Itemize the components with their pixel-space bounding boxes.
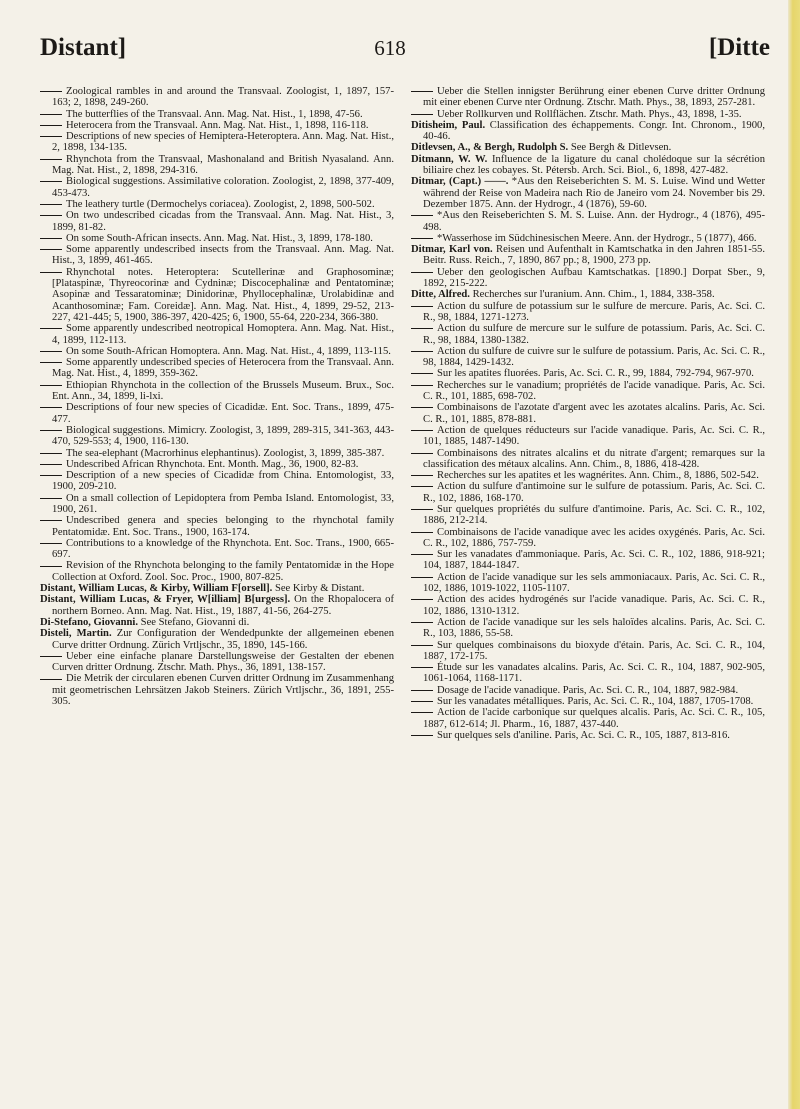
bibliography-entry [40, 538, 394, 561]
entry-text: Description of a new species of Cicadidæ from China. Entomologist, 33, 1900, 209-210. [52, 470, 394, 493]
header-right-name: [Ditte [708, 34, 770, 61]
bibliography-entry [411, 86, 765, 109]
bibliography-entry [40, 120, 394, 131]
bibliography-entry [411, 640, 765, 663]
bibliography-entry [411, 301, 765, 324]
entry-text: Ueber den geologischen Aufbau Kamtschatkas. [1890.] Dorpat Sber., 9, 1892, 215-222. [423, 266, 765, 290]
left-column [40, 86, 394, 707]
bibliography-entry [411, 120, 765, 143]
entry-text: Action du sulfure de potassium sur le sulfure de mercure. Paris, Ac. Sci. C. R., 98, 1884, 1271-1273. [423, 300, 765, 323]
ditto-dash [411, 238, 433, 239]
ditto-dash [411, 475, 433, 476]
bibliography-entry [411, 346, 765, 369]
entry-text: Sur les apatites fluorées. Paris, Ac. Sci. C. R., 99, 1884, 792-794, 967-970. [437, 368, 754, 380]
ditto-dash [411, 599, 433, 600]
bibliography-entry [40, 154, 394, 177]
bibliography-entry [40, 346, 394, 357]
ditto-dash [40, 453, 62, 454]
bibliography-entry [411, 323, 765, 346]
right-column [411, 86, 765, 741]
entry-text: Combinaisons de l'acide vanadique avec les acides oxygénés. Paris, Ac. Sci. C. R., 102, 1886, 757-759. [423, 526, 765, 549]
entry-text: Recherches sur les apatites et les wagnérites. Ann. Chim., 8, 1886, 502-542. [437, 470, 759, 482]
bibliography-entry [411, 289, 765, 300]
entry-text: The sea-elephant (Macrorhinus elephantinus). Zoologist, 3, 1899, 385-387. [66, 447, 385, 459]
entry-text: *Aus den Reiseberichten S. M. S. Luise. Wind und Wetter während der Reise von Madeira nach Rio de Janeiro vom 24. November bis 29. Dezember 1875. Ann. der Hydrogr., 4 (1876), 59-60. [423, 176, 766, 210]
bibliography-entry [40, 651, 394, 674]
bibliography-entry [411, 572, 765, 595]
entry-text: The leathery turtle (Dermochelys coriacea). Zoologist, 2, 1898, 500-502. [66, 198, 375, 210]
author-name: Distant, William Lucas, & Fryer, W[illiam] B[urgess]. [40, 594, 291, 606]
entry-text: The butterflies of the Transvaal. Ann. Mag. Nat. Hist., 1, 1898, 47-56. [66, 108, 363, 120]
bibliography-entry [40, 628, 394, 651]
bibliography-entry [411, 154, 765, 177]
bibliography-entry [411, 549, 765, 572]
entry-text: Sur les vanadates métalliques. Paris, Ac. Sci. C. R., 104, 1887, 1705-1708. [437, 696, 754, 708]
ditto-dash [411, 91, 433, 92]
ditto-dash [40, 351, 62, 352]
ditto-dash [411, 272, 433, 273]
entry-text: Action de l'acide vanadique sur les sels haloïdes alcalins. Paris, Ac. Sci. C. R., 103, 1886, 55-58. [423, 616, 765, 640]
bibliography-entry [40, 493, 394, 516]
ditto-dash [40, 136, 62, 137]
entry-text: Dosage de l'acide vanadique. Paris, Ac. Sci. C. R., 104, 1887, 982-984. [437, 684, 739, 696]
entry-text: Sur quelques combinaisons du bioxyde d'étain. Paris, Ac. Sci. C. R., 104, 1887, 172-175. [423, 639, 765, 662]
entry-text: Descriptions of new species of Hemiptera-Heteroptera. Ann. Mag. Nat. Hist., 2, 1898, 134-135. [52, 131, 394, 154]
bibliography-entry [40, 673, 394, 707]
entry-text: Action du sulfure de cuivre sur le sulfure de potassium. Paris, Ac. Sci. C. R., 98, 1884, 1429-1432. [423, 345, 765, 369]
entry-text: Ueber eine einfache planare Darstellungsweise der Gestalten der ebenen Curven dritter Ordnung. Ztschr. Math. Phys., 36, 1891, 138-157. [52, 650, 394, 674]
entry-text: See Kirby & Distant. [274, 583, 365, 595]
author-name: Ditmar, Karl von. [411, 244, 493, 256]
bibliography-entry [411, 402, 765, 425]
entry-text: Classification des échappements. Congr. Int. Chronom., 1900, 40-46. [423, 119, 765, 143]
bibliography-entry [40, 109, 394, 120]
ditto-dash [40, 272, 62, 273]
bibliography-entry [411, 109, 765, 120]
ditto-dash [40, 679, 62, 680]
ditto-dash [411, 554, 433, 555]
ditto-dash [40, 656, 62, 657]
bibliography-entry [411, 448, 765, 471]
ditto-dash [40, 125, 62, 126]
ditto-dash [411, 667, 433, 668]
entry-text: Combinaisons de l'azotate d'argent avec les azotates alcalins. Paris, Ac. Sci. C. R., 101, 1885, 878-881. [423, 402, 765, 425]
bibliography-entry [40, 425, 394, 448]
entry-text: Sur les vanadates d'ammoniaque. Paris, Ac. Sci. C. R., 102, 1886, 918-921; 104, 1887, 1844-1847. [423, 549, 765, 572]
author-name: Ditlevsen, A., & Bergh, Rudolph S. [411, 142, 569, 154]
bibliography-entry [411, 617, 765, 640]
entry-text: Ueber die Stellen innigster Berührung einer ebenen Curve dritter Ordnung mit einer ebenen Curve nter Ordnung. Ztschr. Math. Phys., 38, 1893, 257-281. [423, 86, 765, 109]
bibliography-entry [411, 594, 765, 617]
bibliography-entry [40, 244, 394, 267]
bibliography-entry [411, 267, 765, 290]
ditto-dash [40, 91, 62, 92]
entry-text: Action du sulfure d'antimoine sur le sulfure de potassium. Paris, Ac. Sci. C. R., 102, 1886, 168-170. [423, 481, 765, 504]
entry-text: Sur quelques sels d'aniline. Paris, Ac. Sci. C. R., 105, 1887, 813-816. [437, 729, 730, 741]
bibliography-entry [40, 199, 394, 210]
entry-text: Some apparently undescribed neotropical Homoptera. Ann. Mag. Nat. Hist., 4, 1899, 112-113. [52, 323, 394, 346]
bibliography-entry [40, 594, 394, 617]
ditto-dash [411, 701, 433, 702]
bibliography-entry [40, 233, 394, 244]
bibliography-entry [411, 425, 765, 448]
bibliography-entry [40, 86, 394, 109]
entry-text: Action de l'acide vanadique sur les sels ammoniacaux. Paris, Ac. Sci. C. R., 102, 1886, 1019-1022, 1105-1107. [423, 571, 765, 595]
author-name: Ditmann, W. W. [411, 153, 488, 165]
ditto-dash [411, 509, 433, 510]
ditto-dash [40, 181, 62, 182]
entry-text: Die Metrik der circularen ebenen Curven dritter Ordnung im Zusammenhang mit geometrischen Lehrsätzen Jakob Steiners. Zürich Vrtljschr., 36, 1891, 255-305. [52, 673, 394, 708]
ditto-dash [40, 238, 62, 239]
entry-text: See Stefano, Giovanni di. [140, 616, 250, 628]
entry-text: Zoological rambles in and around the Transvaal. Zoologist, 1, 1897, 157-163; 2, 1898, 249-260. [52, 86, 394, 109]
entry-text: Undescribed African Rhynchota. Ent. Month. Mag., 36, 1900, 82-83. [66, 458, 359, 470]
author-name: Distant, William Lucas, & Kirby, William F[orsell]. [40, 583, 273, 595]
entry-text: Undescribed genera and species belonging to the rhynchotal family Pentatomidæ. Ent. Soc. Trans., 1900, 163-174. [52, 515, 394, 538]
ditto-dash [40, 430, 62, 431]
entry-text: Heterocera from the Transvaal. Ann. Mag. Nat. Hist., 1, 1898, 116-118. [66, 119, 369, 131]
entry-text: Some apparently undescribed insects from the Transvaal. Ann. Mag. Nat. Hist., 3, 1899, 461-465. [52, 244, 394, 267]
ditto-dash [411, 577, 433, 578]
ditto-dash [40, 475, 62, 476]
bibliography-entry [40, 470, 394, 493]
entry-text: Action de l'acide carbonique sur quelques alcalis. Paris, Ac. Sci. C. R., 105, 1887, 612-614; Jl. Pharm., 16, 1887, 437-440. [423, 707, 765, 730]
bibliography-entry [411, 142, 765, 153]
bibliography-entry [411, 696, 765, 707]
entry-text: Action du sulfure de mercure sur le sulfure de potassium. Paris, Ac. Sci. C. R., 98, 1884, 1380-1382. [423, 323, 765, 346]
bibliography-entry [411, 368, 765, 379]
entry-text: Action de quelques réducteurs sur l'acide vanadique. Paris, Ac. Sci. C. R., 101, 1885, 1487-1490. [423, 424, 765, 448]
ditto-dash [40, 249, 62, 250]
bibliography-entry [40, 459, 394, 470]
ditto-dash [411, 351, 433, 352]
bibliography-entry [40, 515, 394, 538]
ditto-dash [40, 328, 62, 329]
entry-text: Action des acides hydrogénés sur l'acide vanadique. Paris, Ac. Sci. C. R., 102, 1886, 1310-1312. [423, 594, 765, 617]
ditto-dash [411, 486, 433, 487]
ditto-dash [40, 159, 62, 160]
entry-text: *Aus den Reiseberichten S. M. S. Luise. Ann. der Hydrogr., 4 (1876), 495-498. [423, 210, 765, 233]
ditto-dash [40, 566, 62, 567]
ditto-dash [40, 520, 62, 521]
entry-text: Recherches sur le vanadium; propriétés de l'acide vanadique. Paris, Ac. Sci. C. R., 101, 1885, 698-702. [423, 379, 765, 403]
ditto-dash [40, 385, 62, 386]
bibliography-entry [40, 380, 394, 403]
bibliography-entry [411, 481, 765, 504]
entry-text: Some apparently undescribed species of Heterocera from the Transvaal. Ann. Mag. Nat. Hist., 4, 1899, 359-362. [52, 357, 394, 380]
ditto-dash [411, 407, 433, 408]
page-header [40, 34, 770, 70]
bibliography-entry [411, 662, 765, 685]
bibliography-entry [411, 380, 765, 403]
entry-text: Descriptions of four new species of Cicadidæ. Ent. Soc. Trans., 1899, 475-477. [52, 402, 394, 425]
entry-text: On some South-African insects. Ann. Mag. Nat. Hist., 3, 1899, 178-180. [66, 232, 373, 244]
ditto-dash [411, 430, 433, 431]
bibliography-entry [40, 267, 394, 323]
entry-text: Revision of the Rhynchota belonging to the family Pentatomidæ in the Hope Collection at Oxford. Zool. Soc. Proc., 1900, 807-825. [52, 560, 394, 583]
bibliography-entry [40, 560, 394, 583]
entry-text: On two undescribed cicadas from the Transvaal. Ann. Mag. Nat. Hist., 3, 1899, 81-82. [52, 210, 394, 233]
bibliography-entry [40, 131, 394, 154]
ditto-dash [411, 453, 433, 454]
entry-text: Ueber Rollkurven und Rollflächen. Ztschr. Math. Phys., 43, 1898, 1-35. [437, 108, 742, 120]
entry-text: Reisen und Aufenthalt in Kamtschatka in den Jahren 1851-55. Beitr. Russ. Reich., 7, 1890, 867 pp.; 8, 1900, 273 pp. [423, 244, 765, 267]
bibliography-entry [40, 583, 394, 594]
entry-text: Rhynchota from the Transvaal, Mashonaland and British Nyasaland. Ann. Mag. Nat. Hist., 2, 1898, 294-316. [52, 153, 394, 177]
author-name: Ditte, Alfred. [411, 289, 470, 301]
ditto-dash [411, 690, 433, 691]
entry-text: Biological suggestions. Assimilative coloration. Zoologist, 2, 1898, 377-409, 453-473. [52, 176, 394, 199]
ditto-dash [40, 407, 62, 408]
author-name: Ditmar, (Capt.) ——. [411, 176, 509, 188]
entry-text: Influence de la ligature du canal cholédoque sur la sécrétion biliaire chez les cobayes. St. Pétersb. Arch. Sci. Biol., 6, 1898, 427-482. [423, 153, 765, 177]
bibliography-entry [40, 448, 394, 459]
entry-text: Ethiopian Rhynchota in the collection of the Brussels Museum. Brux., Soc. Ent. Ann., 34, 1899, li-lxi. [52, 379, 394, 403]
ditto-dash [40, 543, 62, 544]
entry-text: Combinaisons des nitrates alcalins et du nitrate d'argent; remarques sur la classification des métaux alcalins. Ann. Chim., 8, 1886, 418-428. [423, 447, 765, 470]
ditto-dash [411, 215, 433, 216]
bibliography-entry [40, 323, 394, 346]
ditto-dash [40, 498, 62, 499]
ditto-dash [411, 532, 433, 533]
entry-text: On a small collection of Lepidoptera from Pemba Island. Entomologist, 33, 1900, 261. [52, 492, 394, 515]
bibliography-entry [411, 707, 765, 730]
ditto-dash [411, 114, 433, 115]
entry-text: See Bergh & Ditlevsen. [570, 142, 672, 154]
ditto-dash [40, 464, 62, 465]
entry-text: On the Rhopalocera of northern Borneo. Ann. Mag. Nat. Hist., 19, 1887, 41-56, 264-275. [52, 594, 394, 617]
bibliography-entry [411, 210, 765, 233]
page-number: 618 [374, 36, 406, 60]
entry-text: On some South-African Homoptera. Ann. Mag. Nat. Hist., 4, 1899, 113-115. [66, 345, 391, 357]
entry-text: Étude sur les vanadates alcalins. Paris, Ac. Sci. C. R., 104, 1887, 902-905, 1061-1064, 1168-1171. [423, 662, 765, 685]
page-edge [788, 0, 800, 1109]
entry-text: Zur Configuration der Wendedpunkte der allgemeinen ebenen Curve dritter Ordnung. Zürich Vrtljschr., 35, 1890, 145-166. [52, 628, 394, 651]
ditto-dash [40, 204, 62, 205]
ditto-dash [40, 362, 62, 363]
ditto-dash [40, 215, 62, 216]
bibliography-entry [411, 176, 765, 210]
bibliography-entry [40, 210, 394, 233]
author-name: Ditisheim, Paul. [411, 119, 486, 131]
bibliography-entry [40, 617, 394, 628]
author-name: Di-Stefano, Giovanni. [40, 616, 139, 628]
ditto-dash [411, 373, 433, 374]
ditto-dash [411, 306, 433, 307]
entry-text: *Wasserhose im Südchinesischen Meere. Ann. der Hydrogr., 5 (1877), 466. [437, 232, 757, 244]
author-name: Disteli, Martin. [40, 628, 112, 640]
entry-text: Recherches sur l'uranium. Ann. Chim., 1, 1884, 338-358. [472, 289, 715, 301]
bibliography-entry [411, 730, 765, 741]
bibliography-entry [411, 685, 765, 696]
bibliography-entry [411, 527, 765, 550]
ditto-dash [411, 645, 433, 646]
ditto-dash [411, 328, 433, 329]
ditto-dash [411, 735, 433, 736]
bibliography-entry [411, 233, 765, 244]
entry-text: Contributions to a knowledge of the Rhynchota. Ent. Soc. Trans., 1900, 665-697. [52, 537, 394, 561]
ditto-dash [40, 114, 62, 115]
entry-text: Rhynchotal notes. Heteroptera: Scutellerinæ and Graphosominæ; [Plataspinæ, Thyreocorinæ and Cydninæ; Discocephalinæ and Pentatominæ; Asopinæ and Tessaratominæ; Dinidorinæ, Phyllocephalinæ, Urolabidinæ and Acanthosominæ; Fam. Coreidæ]. Ann. Mag. Nat. Hist., 4, 1899, 29-52, 213-227, 421-445; 5, 1900, 386-397, 420-425; 6, 1900, 55-64, 220-234, 366-380. [52, 266, 394, 323]
entry-text: Sur quelques propriétés du sulfure d'antimoine. Paris, Ac. Sci. C. R., 102, 1886, 212-214. [423, 503, 765, 527]
ditto-dash [411, 712, 433, 713]
entry-text: Biological suggestions. Mimicry. Zoologist, 3, 1899, 289-315, 341-363, 443-470, 529-553; 4, 1900, 116-130. [52, 424, 394, 448]
ditto-dash [411, 385, 433, 386]
ditto-dash [411, 622, 433, 623]
bibliography-entry [40, 402, 394, 425]
bibliography-entry [411, 504, 765, 527]
bibliography-entry [411, 244, 765, 267]
header-left-name: Distant] [40, 34, 127, 61]
bibliography-entry [40, 176, 394, 199]
bibliography-entry [40, 357, 394, 380]
bibliography-entry [411, 470, 765, 481]
